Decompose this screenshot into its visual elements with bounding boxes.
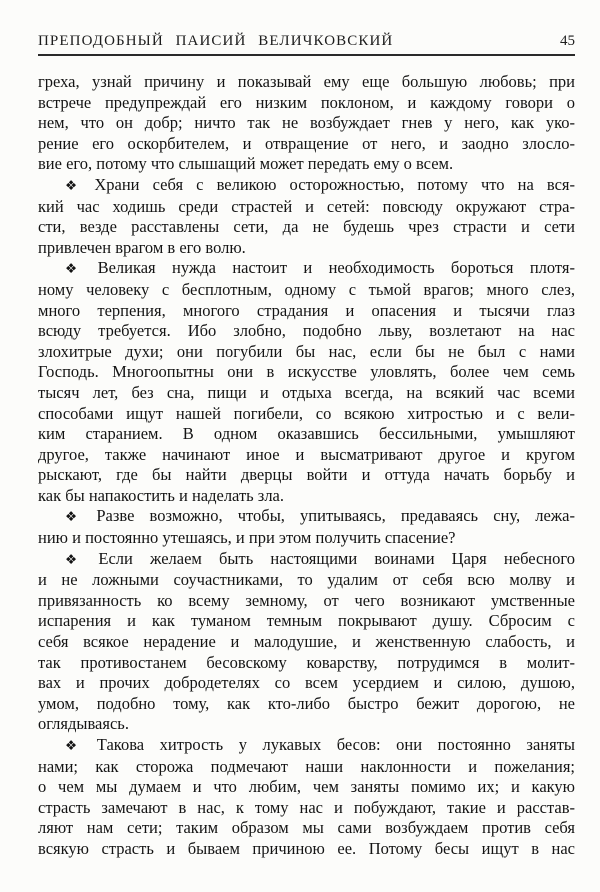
text-line: всякую страсть и бываем причиною ее. Потому бесы ищут в нас <box>38 838 575 858</box>
text-line: злохитрые духи; они погубили бы нас, если бы не был с нами <box>38 341 575 361</box>
paragraph <box>38 549 575 735</box>
text-line: вах и прочих добродетелях со всем усердием и силою, душою, <box>38 673 575 693</box>
running-title: ПРЕПОДОБНЫЙ ПАИСИЙ ВЕЛИЧКОВСКИЙ <box>38 33 394 49</box>
paragraph <box>38 175 575 258</box>
paragraph-diamond-icon: ❖ <box>65 177 87 194</box>
text-line: греха, узнай причину и показывай ему еще большую любовь; при <box>38 72 575 91</box>
text-line: вие его, потому что слышащий может передать ему о всем. <box>38 154 454 174</box>
page-header <box>38 33 575 56</box>
page-number: 45 <box>560 33 575 49</box>
text-line: ному человеку с бесплотным, одному с тьмой врагов; много слез, <box>38 279 575 299</box>
text-line: много терпения, многого страдания и опасения и тысячи глаз <box>38 300 575 320</box>
text-line: нию и постоянно утешаясь, и при этом получить спасение? <box>38 528 456 548</box>
text-line: нем, что он добр; ничто так не возбуждает гнев у него, как уко- <box>38 113 575 133</box>
text-line: как бы напакостить и наделать зла. <box>38 485 285 505</box>
text-line: ❖ Разве возможно, чтобы, упитываясь, предаваясь сну, лежа- <box>65 506 575 526</box>
text-line: о чем мы думаем и что любим, чем заняты помимо их; и какую <box>38 777 575 797</box>
paragraph <box>38 506 575 548</box>
text-line: другое, также начинают иное и высматривают другое и кругом <box>38 444 575 464</box>
text-line: способами ищут нашей погибели, со всякою хитростью и с вели- <box>38 403 575 423</box>
text-line: и не ложными соучастниками, то удалим от себя всю молву и <box>38 570 575 590</box>
text-line: ❖ Великая нужда настоит и необходимость бороться плотя- <box>65 258 575 278</box>
page-body <box>38 72 575 860</box>
paragraph-diamond-icon: ❖ <box>65 261 90 278</box>
text-line: так противостанем бесовскому коварству, потрудимся в молит- <box>38 652 575 672</box>
text-line: нами; как сторожа подмечают наши наклонности и пожелания; <box>38 756 575 776</box>
paragraph-diamond-icon: ❖ <box>65 738 89 754</box>
text-line: всюду требуется. Ибо злобно, подобно льву, возлетают на нас <box>38 321 575 341</box>
paragraph <box>38 258 575 506</box>
paragraph-diamond-icon: ❖ <box>65 551 91 568</box>
text-line: ❖ Такова хитрость у лукавых бесов: они постоянно заняты <box>65 735 575 754</box>
text-line: тысяч лет, без сна, пищи и отдыха всегда, на всякий час всеми <box>38 382 575 402</box>
text-line: испарения и как туманом темным покрывают душу. Сбросим с <box>38 611 575 631</box>
text-line: рение его оскорбителем, и отвращение от него, и заодно злосло- <box>38 133 575 153</box>
paragraph <box>38 735 575 860</box>
text-line: ❖ Если желаем быть настоящими воинами Царя небесного <box>65 548 575 568</box>
text-line: встрече предупреждай его низким поклоном, и каждому говори о <box>38 92 575 112</box>
text-line: привлечен врагом в его волю. <box>38 237 246 257</box>
text-line: ляют нам сети; таким образом мы сами возбуждаем против себя <box>38 818 575 838</box>
text-line: себя всякое нерадение и малодушие, и женственную слабость, и <box>38 632 575 652</box>
text-line: страсть замечают в нас, к тому нас и побуждают, такие и расстав- <box>38 797 575 817</box>
text-line: сти, везде расставлены сети, да не будешь чрез страсти и сети <box>38 217 575 237</box>
paragraph <box>38 72 575 175</box>
text-line: привязанность ко всему земному, от чего возникают умственные <box>38 590 575 610</box>
text-line: ким старанием. В одном оказавшись бессильными, умышляют <box>38 424 575 444</box>
paragraph-diamond-icon: ❖ <box>65 509 89 526</box>
text-line: оглядываясь. <box>38 714 129 734</box>
text-line: кий час ходишь среди страстей и сетей: повсюду окружают стра- <box>38 196 575 216</box>
text-line: ❖ Храни себя с великою осторожностью, потому что на вся- <box>65 174 575 194</box>
text-line: рыскают, где бы найти дверцы войти и оттуда начать борьбу и <box>38 465 575 485</box>
text-line: Господь. Многоопытны они в искусстве уловлять, более чем семь <box>38 362 575 382</box>
text-line: умом, подобно тому, как кто-либо быстро бежит дорогою, не <box>38 693 575 713</box>
